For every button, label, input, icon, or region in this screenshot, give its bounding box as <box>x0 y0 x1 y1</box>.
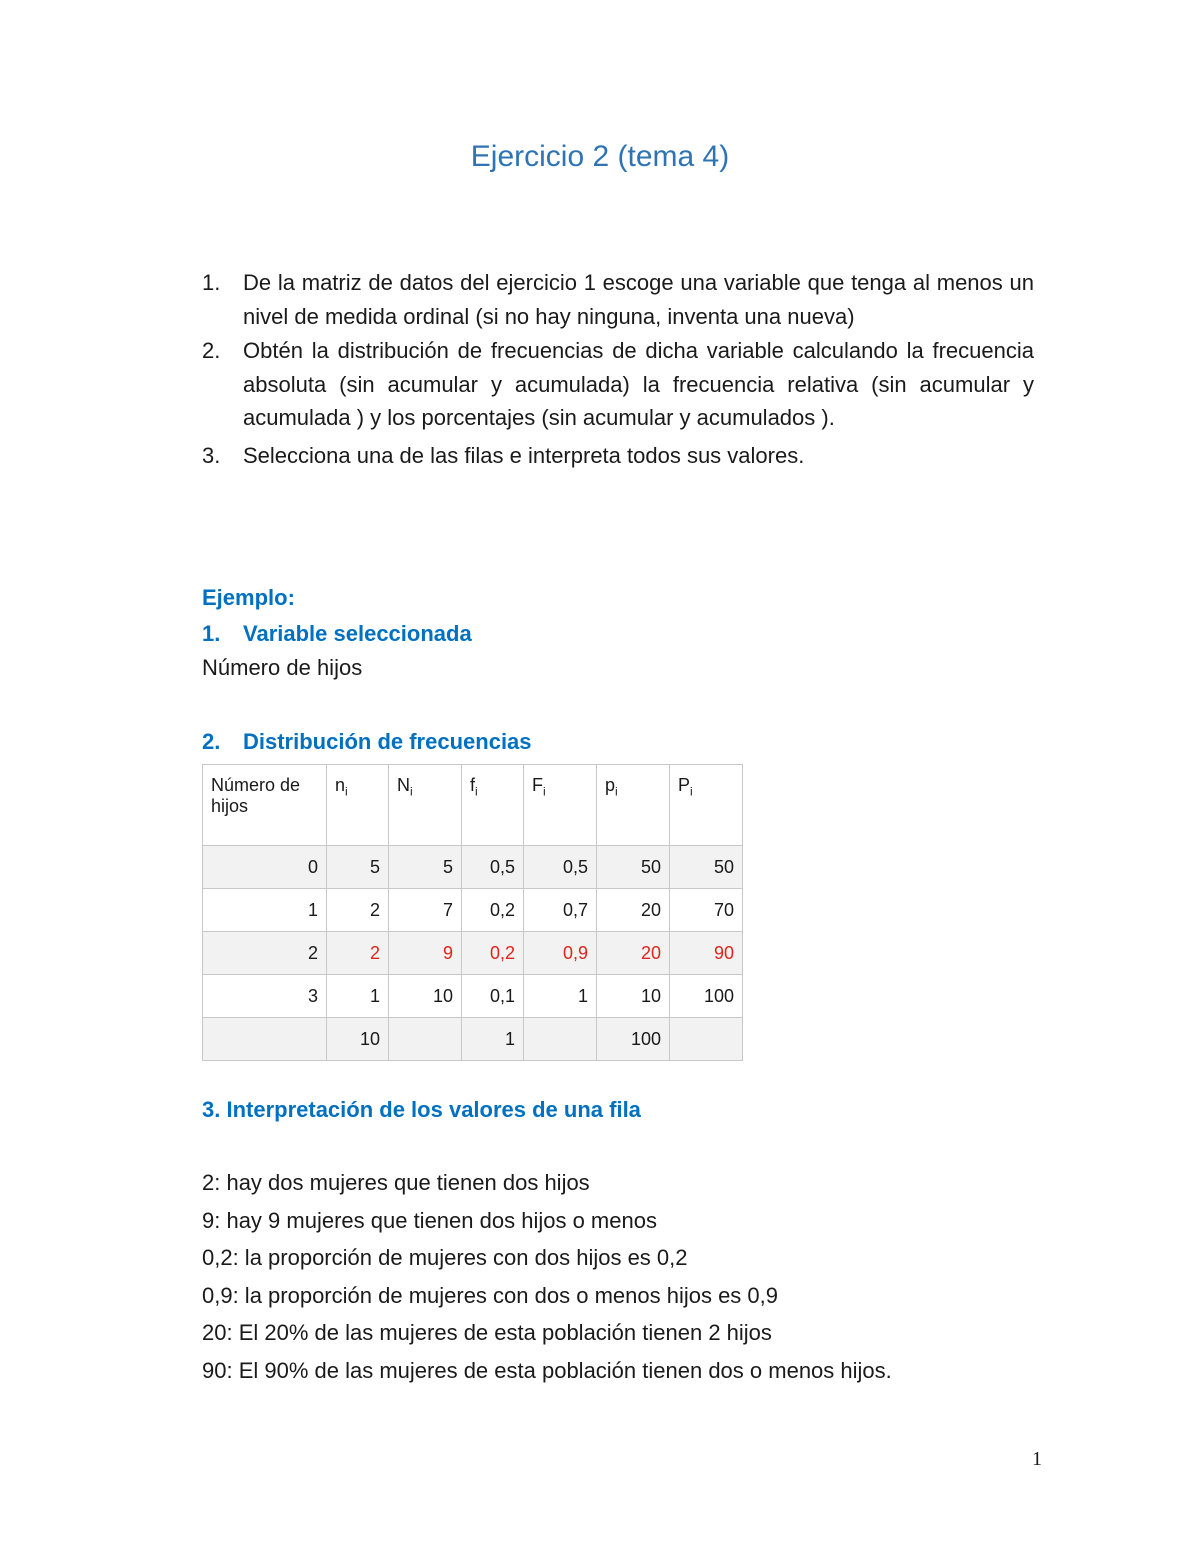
header-ni: $n_i$ <box>335 775 348 799</box>
table-cell: 10 <box>597 975 670 1018</box>
section2-title: Distribución de frecuencias <box>243 729 532 754</box>
table-cell: 1 <box>203 889 327 932</box>
interpretation-line: 2: hay dos mujeres que tienen dos hijos <box>202 1170 590 1195</box>
table-cell <box>670 1018 743 1061</box>
table-total-row <box>203 1018 743 1061</box>
interpretation-line: 0,2: la proporción de mujeres con dos hijos es 0,2 <box>202 1245 688 1270</box>
table-cell: 0,5 <box>462 846 524 889</box>
table-cell <box>524 1018 597 1061</box>
task-number: 1. <box>202 270 221 295</box>
task-item <box>202 266 1034 333</box>
table-cell: 5 <box>389 846 462 889</box>
section1-heading <box>202 621 472 647</box>
table-cell: 7 <box>389 889 462 932</box>
table-cell: 1 <box>327 975 389 1018</box>
table-cell: 0,9 <box>524 932 597 975</box>
header-pi: $p_i$ <box>605 775 618 799</box>
task-item <box>202 439 1034 473</box>
subscript-i: i <box>475 784 478 799</box>
table-cell: 10 <box>327 1018 389 1061</box>
header-cell: Número de hijos <box>203 765 327 846</box>
section3-heading: 3. Interpretación de los valores de una fila <box>202 1097 641 1122</box>
subscript-i: i <box>345 784 348 799</box>
task-text: Obtén la distribución de frecuencias de dicha variable calculando la frecuencia absoluta (sin acumular y acumulada) la frecuencia relativa (sin acumular y acumulada ) y los porcentajes (sin acumular y acumulados ). <box>243 338 1034 430</box>
table-cell: 90 <box>670 932 743 975</box>
section1-number: 1. <box>202 621 221 646</box>
table-cell: 70 <box>670 889 743 932</box>
header-Ni: $N_i$ <box>397 775 413 799</box>
interpretation-list <box>202 1164 892 1389</box>
subscript-i: i <box>410 784 413 799</box>
table-cell: 9 <box>389 932 462 975</box>
table-cell: 1 <box>524 975 597 1018</box>
table-cell: 10 <box>389 975 462 1018</box>
subscript-i: i <box>543 784 546 799</box>
table-row <box>203 889 743 932</box>
task-number: 2. <box>202 338 221 363</box>
header-cell <box>597 765 670 846</box>
interpretation-line: 0,9: la proporción de mujeres con dos o menos hijos es 0,9 <box>202 1282 778 1308</box>
interpretation-line: 90: El 90% de las mujeres de esta población tienen dos o menos hijos. <box>202 1357 892 1383</box>
table-header-row <box>203 765 743 846</box>
table-cell: 2 <box>327 889 389 932</box>
example-heading: Ejemplo: <box>202 585 295 610</box>
table-cell: 20 <box>597 889 670 932</box>
task-list <box>202 266 1034 473</box>
task-number: 3. <box>202 442 221 468</box>
header-cell <box>670 765 743 846</box>
subscript-i: i <box>615 784 618 799</box>
table-row <box>203 846 743 889</box>
header-fi: $f_i$ <box>470 775 478 799</box>
table-row-highlighted <box>203 932 743 975</box>
task-text: Selecciona una de las filas e interpreta todos sus valores. <box>243 442 805 468</box>
table-cell: 0,1 <box>462 975 524 1018</box>
table-cell: 20 <box>597 932 670 975</box>
table-cell <box>389 1018 462 1061</box>
frequency-table <box>202 764 743 1061</box>
task-item <box>202 334 1034 435</box>
table-cell: 0,2 <box>462 932 524 975</box>
table-cell: 0,7 <box>524 889 597 932</box>
header-Pi: $P_i$ <box>678 775 693 799</box>
table-row <box>203 975 743 1018</box>
table-cell: 0,2 <box>462 889 524 932</box>
table-cell: 1 <box>462 1018 524 1061</box>
table-cell: 0 <box>203 846 327 889</box>
subscript-i: i <box>690 784 693 799</box>
header-cell <box>462 765 524 846</box>
page-number: 1 <box>1032 1448 1042 1470</box>
interpretation-line: 20: El 20% de las mujeres de esta población tienen 2 hijos <box>202 1320 772 1345</box>
table-cell: 5 <box>327 846 389 889</box>
header-cell <box>389 765 462 846</box>
header-Fi: $F_i$ <box>532 775 546 799</box>
table-cell: 50 <box>597 846 670 889</box>
table-cell: 2 <box>203 932 327 975</box>
header-cell <box>327 765 389 846</box>
section2-heading <box>202 729 532 755</box>
table-cell: 0,5 <box>524 846 597 889</box>
table-cell: 100 <box>670 975 743 1018</box>
table-cell <box>203 1018 327 1061</box>
table-cell: 100 <box>597 1018 670 1061</box>
selected-variable: Número de hijos <box>202 655 363 680</box>
header-cell <box>524 765 597 846</box>
table-cell: 3 <box>203 975 327 1018</box>
section2-number: 2. <box>202 729 221 754</box>
table-cell: 2 <box>327 932 389 975</box>
task-text: De la matriz de datos del ejercicio 1 escoge una variable que tenga al menos un nivel de medida ordinal (si no hay ninguna, inventa una nueva) <box>243 270 1034 329</box>
table-cell: 50 <box>670 846 743 889</box>
section1-title: Variable seleccionada <box>243 621 472 646</box>
document-title: Ejercicio 2 (tema 4) <box>470 140 730 173</box>
interpretation-line: 9: hay 9 mujeres que tienen dos hijos o menos <box>202 1207 657 1233</box>
